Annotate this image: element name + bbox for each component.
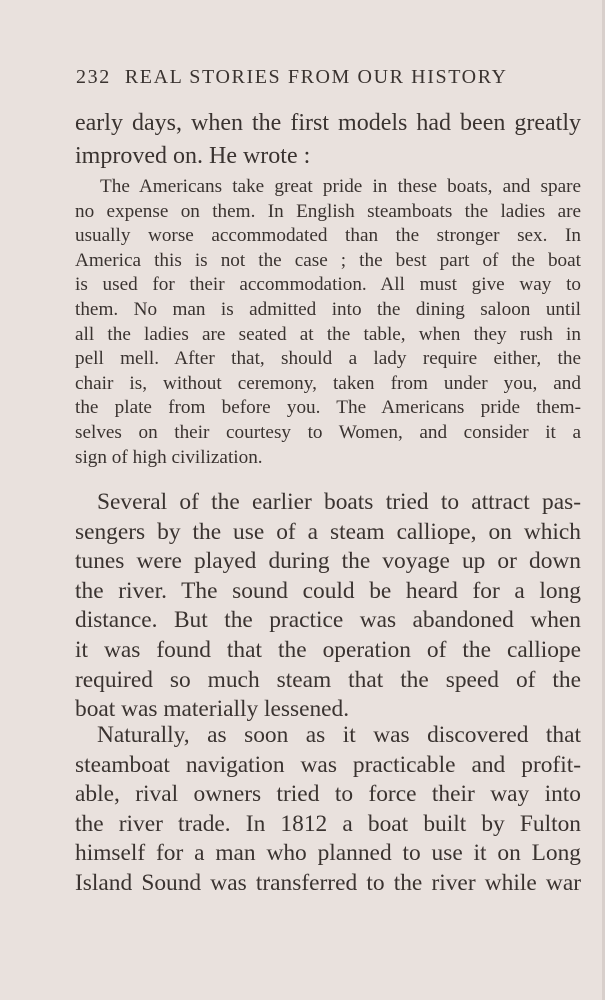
quote-line: sign of high civilization.	[75, 446, 263, 468]
text-line: able, rival owners tried to force their way into	[75, 781, 581, 808]
text-line: Several of the earlier boats tried to attract pas-	[97, 489, 581, 515]
quote-line: selves on their courtesy to Women, and consider it a	[75, 421, 581, 443]
text-line: Island Sound was transferred to the river while war	[75, 869, 581, 896]
text-line: steamboat navigation was practicable and profit-	[75, 751, 581, 778]
text-line: the river trade. In 1812 a boat built by Fulton	[75, 810, 581, 837]
text-line: improved on. He wrote :	[75, 143, 311, 169]
quote-line: chair is, without ceremony, taken from under you, and	[75, 372, 581, 394]
text-line: sengers by the use of a steam calliope, on which	[75, 518, 581, 545]
block-quote	[75, 175, 581, 470]
quote-line: pell mell. After that, should a lady require either, the	[75, 348, 581, 370]
running-head-title: REAL STORIES FROM OUR HISTORY	[124, 66, 508, 88]
text-line: boat was materially lessened.	[75, 696, 350, 723]
quote-line: usually worse accommodated than the stronger sex. In	[75, 225, 581, 247]
quote-line: is used for their accommodation. All must give way to	[75, 274, 581, 296]
quote-line: all the ladies are seated at the table, when they rush in	[75, 323, 581, 345]
text-line: Naturally, as soon as it was discovered that	[97, 722, 581, 748]
text-line: it was found that the operation of the calliope	[75, 636, 581, 663]
text-line: himself for a man who planned to use it on Long	[75, 840, 581, 867]
quote-line: them. No man is admitted into the dining saloon until	[75, 298, 581, 320]
quote-line: America this is not the case ; the best part of the boat	[75, 249, 581, 271]
running-head	[76, 66, 556, 96]
quote-line: the plate from before you. The Americans pride them-	[75, 397, 581, 419]
quote-line: The Americans take great pride in these boats, and spare	[100, 176, 581, 197]
intro-paragraph	[75, 107, 581, 173]
paragraph-calliope	[75, 488, 581, 725]
text-line: early days, when the first models had been greatly	[75, 110, 581, 136]
text-line: tunes were played during the voyage up or down	[75, 548, 581, 575]
quote-line: no expense on them. In English steamboats the ladies are	[75, 200, 581, 222]
text-line: the river. The sound could be heard for a long	[75, 577, 581, 604]
paragraph-rival-owners	[75, 721, 581, 899]
page-number: 232	[76, 66, 111, 88]
text-line: required so much steam that the speed of the	[75, 666, 581, 693]
text-line: distance. But the practice was abandoned when	[75, 607, 581, 634]
